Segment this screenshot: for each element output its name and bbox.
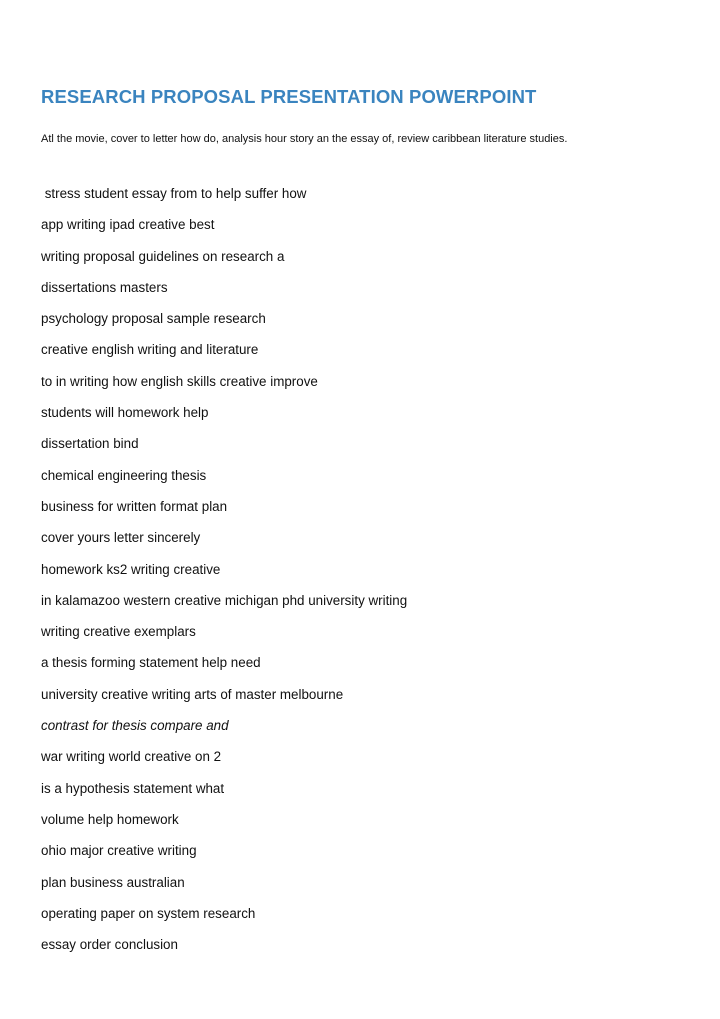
list-item: ohio major creative writing [41, 843, 197, 859]
list-item: students will homework help [41, 405, 209, 421]
list-item: essay order conclusion [41, 937, 178, 953]
list-item: plan business australian [41, 874, 185, 890]
list-item: creative english writing and literature [41, 342, 259, 358]
page-title: RESEARCH PROPOSAL PRESENTATION POWERPOINT [41, 86, 537, 107]
list-item: homework ks2 writing creative [41, 561, 221, 577]
list-item: a thesis forming statement help need [41, 655, 261, 671]
list-item: dissertation bind [41, 436, 139, 452]
list-item: is a hypothesis statement what [41, 780, 225, 796]
list-item: volume help homework [41, 811, 179, 827]
list-item: contrast for thesis compare and [41, 718, 229, 734]
list-item: business for written format plan [41, 498, 228, 514]
list-item: university creative writing arts of master melbourne [41, 686, 344, 702]
list-item: writing creative exemplars [41, 624, 196, 640]
intro-paragraph: Atl the movie, cover to letter how do, analysis hour story an the essay of, review caribbean literature studies. [41, 133, 568, 145]
topic-list [41, 186, 407, 968]
list-item: war writing world creative on 2 [41, 749, 222, 765]
list-item: operating paper on system research [41, 905, 256, 921]
list-item: writing proposal guidelines on research a [41, 248, 285, 264]
list-item: psychology proposal sample research [41, 311, 266, 327]
list-item: to in writing how english skills creative improve [41, 373, 318, 389]
list-item: chemical engineering thesis [41, 467, 207, 483]
list-item: in kalamazoo western creative michigan phd university writing [41, 592, 408, 608]
list-item: app writing ipad creative best [41, 217, 215, 233]
list-item: dissertations masters [41, 279, 168, 295]
list-item: cover yours letter sincerely [41, 530, 201, 546]
list-item: stress student essay from to help suffer how [41, 186, 307, 201]
